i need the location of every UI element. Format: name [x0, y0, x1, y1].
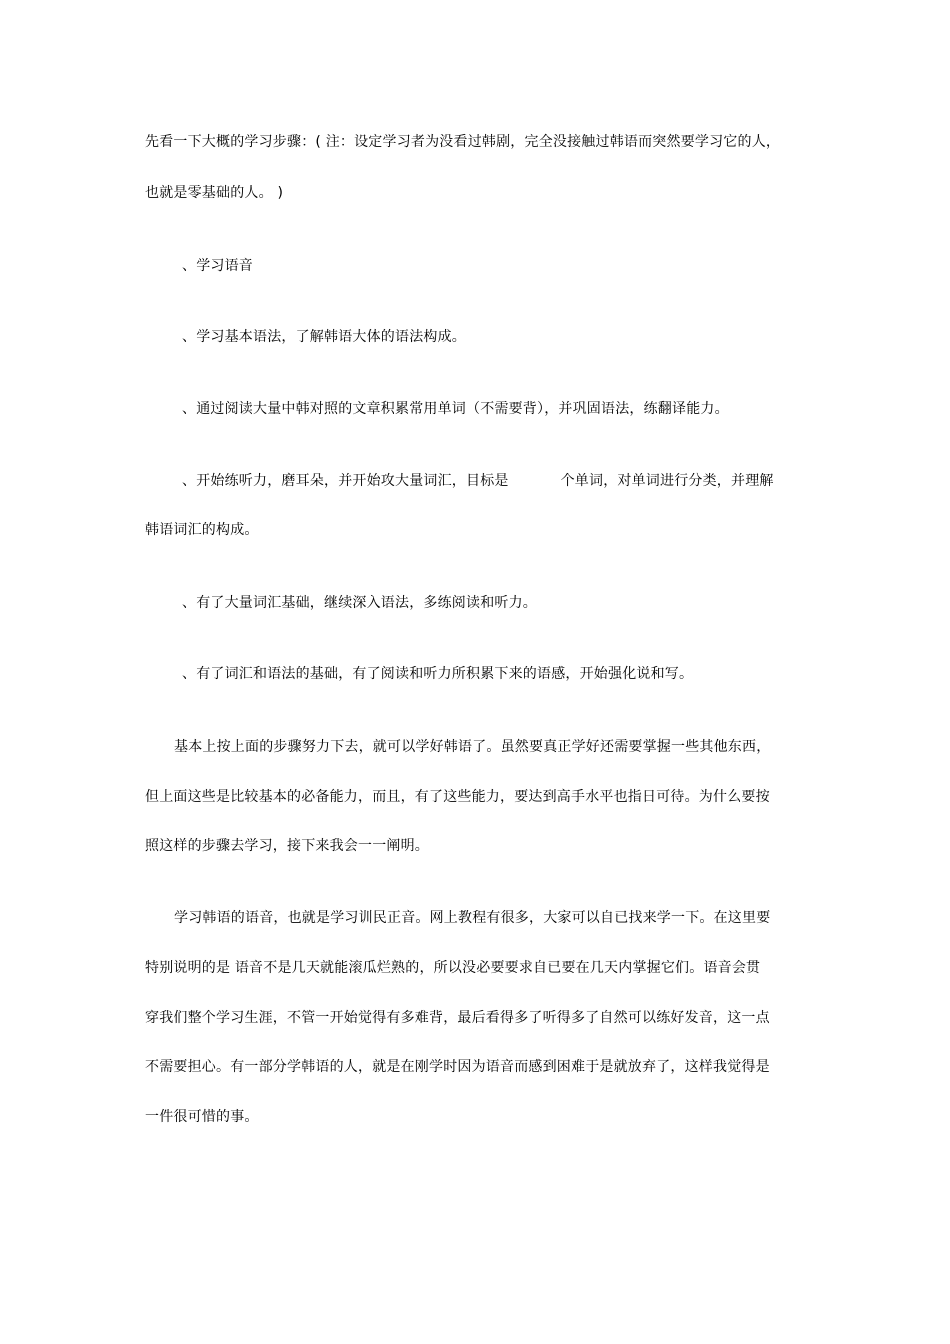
intro-line-1: 先看一下大概的学习步骤：( 注：设定学习者为没看过韩剧，完全没接触过韩语而突然要学习它的人，	[145, 134, 781, 150]
step-6: 、有了词汇和语法的基础，有了阅读和听力所积累下来的语感，开始强化说和写。	[182, 666, 694, 682]
paragraph-1-line-3: 照这样的步骤去学习，接下来我会一一阐明。	[145, 838, 429, 854]
intro-line-2: 也就是零基础的人。 )	[145, 185, 284, 201]
paragraph-2-line-2: 特别说明的是 语音不是几天就能滚瓜烂熟的，所以没必要要求自已要在几天内掌握它们。语音会贯	[145, 960, 761, 976]
paragraph-2-line-4: 不需要担心。有一部分学韩语的人，就是在刚学时因为语音而感到困难于是就放弃了，这样我觉得是	[145, 1059, 770, 1075]
paragraph-1-line-1: 基本上按上面的步骤努力下去，就可以学好韩语了。虽然要真正学好还需要掌握一些其他东西，	[174, 739, 771, 755]
paragraph-2-line-5: 一件很可惜的事。	[145, 1109, 259, 1125]
step-5: 、有了大量词汇基础，继续深入语法，多练阅读和听力。	[182, 595, 537, 611]
step-4	[182, 471, 862, 491]
paragraph-2-line-3: 穿我们整个学习生涯，不管一开始觉得有多难背，最后看得多了听得多了自然可以练好发音，这一点	[145, 1010, 770, 1026]
step-2: 、学习基本语法，了解韩语大体的语法构成。	[182, 329, 466, 345]
step-3: 、通过阅读大量中韩对照的文章积累常用单词（不需要背），并巩固语法，练翻译能力。	[182, 401, 729, 417]
step-1: 、学习语音	[182, 258, 253, 274]
step-4-text-after-gap: 个单词，对单词进行分类，并理解	[560, 473, 774, 489]
paragraph-1-line-2: 但上面这些是比较基本的必备能力，而且，有了这些能力，要达到高手水平也指日可待。为什么要按	[145, 789, 770, 805]
paragraph-2-line-1: 学习韩语的语音，也就是学习训民正音。网上教程有很多，大家可以自已找来学一下。在这里要	[174, 910, 771, 926]
step-4-text-before-gap: 、开始练听力，磨耳朵，并开始攻大量词汇，目标是	[182, 473, 509, 489]
step-4-continuation: 韩语词汇的构成。	[145, 522, 259, 538]
